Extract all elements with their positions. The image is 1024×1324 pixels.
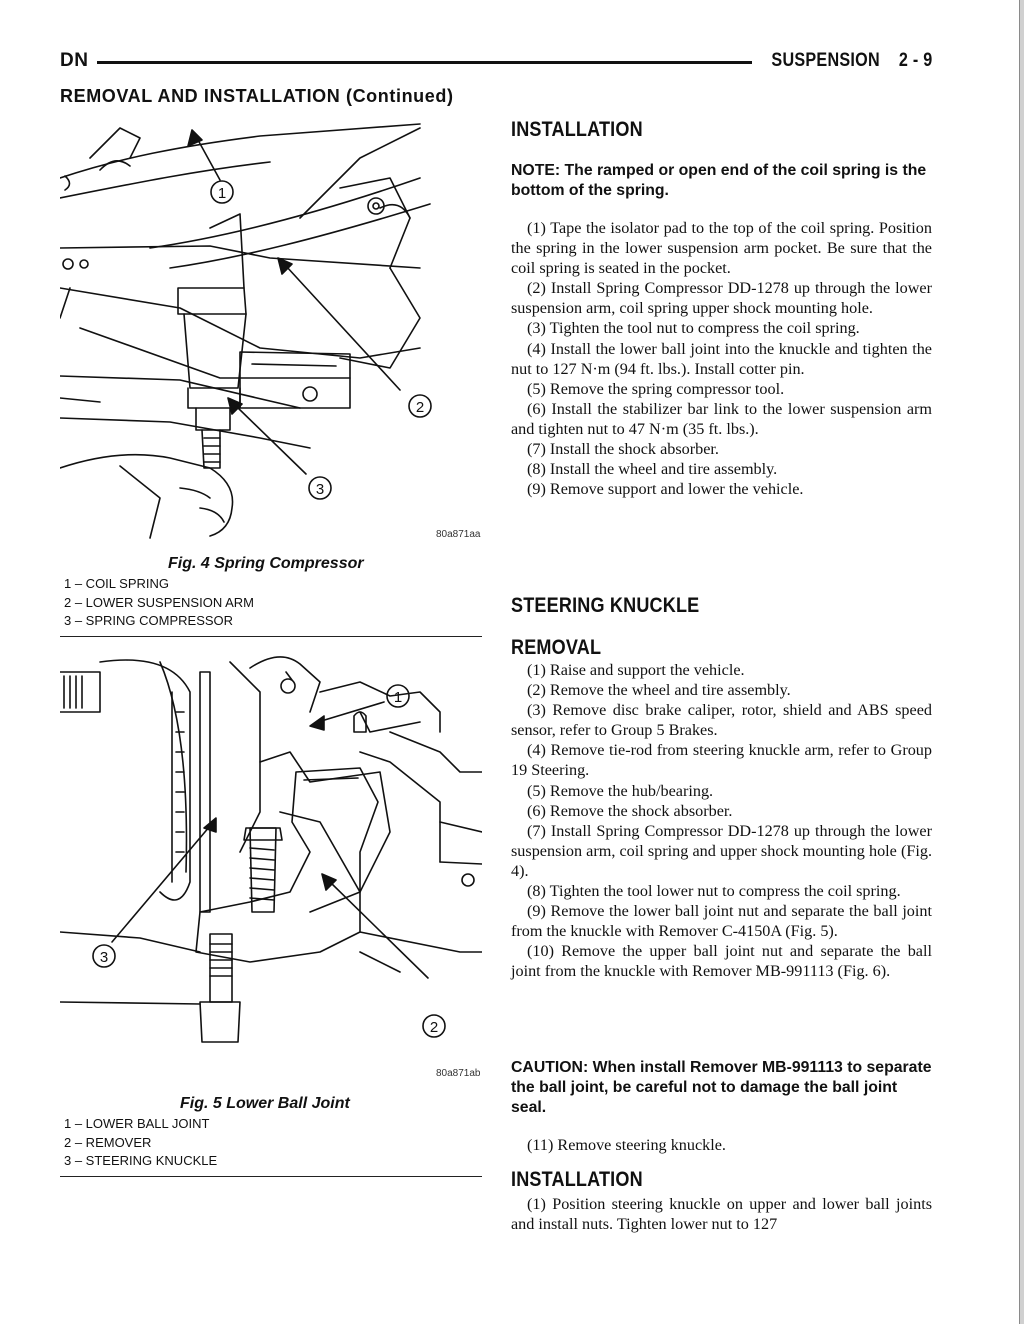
fig5-legend	[64, 1115, 217, 1171]
legend-item: 1 – LOWER BALL JOINT	[64, 1116, 210, 1131]
fig4-image-id: 80a871aa	[436, 529, 481, 540]
step-text: (3) Remove disc brake caliper, rotor, shield and ABS speed sensor, refer to Group 5 Brakes.	[511, 701, 932, 740]
step-text: (1) Position steering knuckle on upper and lower ball joints and install nuts. Tighten lower nut to 127	[511, 1195, 932, 1234]
legend-item: 2 – REMOVER	[64, 1134, 152, 1150]
figure-5-lower-ball-joint	[60, 652, 482, 1082]
step-text: (2) Remove the wheel and tire assembly.	[527, 681, 791, 700]
step-text: (7) Install the shock absorber.	[527, 440, 719, 459]
step-text: (4) Remove tie-rod from steering knuckle arm, refer to Group 19 Steering.	[511, 741, 932, 780]
header-rule	[97, 61, 752, 64]
step-text: (5) Remove the hub/bearing.	[527, 781, 714, 800]
fig4-callout-2: 2	[415, 399, 425, 416]
removal-steps	[511, 660, 932, 982]
legend-item: 3 – STEERING KNUCKLE	[64, 1153, 218, 1169]
fig5-caption: Fig. 5 Lower Ball Joint	[180, 1095, 350, 1112]
step-text: (9) Remove support and lower the vehicle.	[527, 480, 804, 499]
note-text: NOTE: The ramped or open end of the coil spring is the bottom of the spring.	[511, 162, 927, 199]
step-text: (8) Tighten the tool lower nut to compress the coil spring.	[527, 882, 901, 901]
step-text: (4) Install the lower ball joint into the knuckle and tighten the nut to 127 N·m (94 ft. lbs.). Install cotter pin.	[511, 339, 932, 378]
figure-4-illustration	[60, 118, 482, 548]
caution-text: CAUTION: When install Remover MB-991113 to separate the ball joint, be careful not to damage the ball joint seal.	[511, 1059, 932, 1116]
fig5-callout-2: 2	[429, 1019, 439, 1036]
header-section: SUSPENSION	[770, 50, 880, 71]
figure-separator	[60, 636, 482, 637]
installation2-steps	[511, 1194, 932, 1234]
header-page-number: 2 - 9	[898, 50, 932, 71]
installation-steps	[511, 218, 932, 499]
installation2-heading: INSTALLATION	[511, 1168, 643, 1191]
step-text: (8) Install the wheel and tire assembly.	[527, 460, 778, 479]
step-text: (10) Remove the upper ball joint nut and separate the ball joint from the knuckle with Remover MB-991113 (Fig. 6).	[511, 942, 932, 981]
fig5-image-id: 80a871ab	[436, 1068, 481, 1079]
step-text: (1) Tape the isolator pad to the top of the coil spring. Position the spring in the lower suspension arm pocket. Be sure that the coil spring is seated in the pocket.	[511, 219, 932, 278]
fig5-callout-3: 3	[99, 949, 109, 966]
legend-item: 3 – SPRING COMPRESSOR	[64, 613, 234, 629]
step-text: (7) Install Spring Compressor DD-1278 up through the lower suspension arm, coil spring and upper shock mounting hole (Fig. 4).	[511, 821, 932, 880]
step-text: (11) Remove steering knuckle.	[527, 1136, 726, 1154]
step-text: (1) Raise and support the vehicle.	[527, 661, 745, 679]
legend-item: 2 – LOWER SUSPENSION ARM	[64, 594, 254, 610]
step-text: (6) Remove the shock absorber.	[527, 801, 733, 820]
header-manual-code: DN	[60, 50, 89, 71]
step-text: (5) Remove the spring compressor tool.	[527, 379, 785, 398]
fig4-callout-3: 3	[315, 481, 325, 498]
figure-5-illustration	[60, 652, 482, 1082]
step-text: (6) Install the stabilizer bar link to the lower suspension arm and tighten nut to 47 N·m (35 ft. lbs.).	[511, 399, 932, 438]
fig4-caption: Fig. 4 Spring Compressor	[168, 555, 364, 572]
header-right	[771, 50, 932, 72]
legend-item: 1 – COIL SPRING	[64, 576, 169, 591]
figure-separator	[60, 1176, 482, 1177]
section-title: REMOVAL AND INSTALLATION (Continued)	[60, 86, 454, 106]
installation-heading: INSTALLATION	[511, 118, 643, 141]
fig4-callout-1: 1	[217, 185, 227, 202]
fig4-legend	[64, 575, 254, 631]
page-edge	[1020, 0, 1024, 1324]
figure-4-spring-compressor	[60, 118, 482, 548]
step-text: (9) Remove the lower ball joint nut and separate the ball joint from the knuckle with Remover C-4150A (Fig. 5).	[511, 902, 932, 941]
steering-knuckle-heading: STEERING KNUCKLE	[511, 594, 700, 617]
step-text: (2) Install Spring Compressor DD-1278 up through the lower suspension arm, coil spring upper shock mounting hole.	[511, 279, 932, 318]
step-text: (3) Tighten the tool nut to compress the coil spring.	[527, 319, 860, 338]
removal-step-11	[511, 1135, 932, 1155]
fig5-callout-1: 1	[393, 689, 403, 706]
removal-heading: REMOVAL	[511, 636, 602, 659]
